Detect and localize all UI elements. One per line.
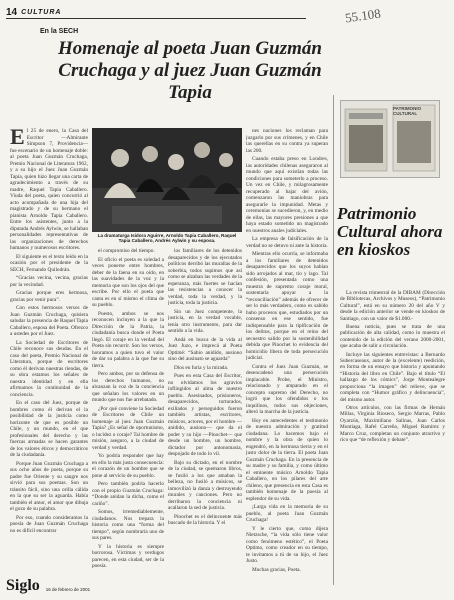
paragraph: Hoy en antecedentes el testimonio de nuestra admiración y gratitud ciudadana. Lo hacemos bajo el nombre y la obra de quien lo engendró, en la hermosa tierra y en el justo dolor de la tierra. El poeta Juan Guzmán Cruchaga. En la presencia de su madre y su familia, y como último el eminente músico Arnoldo Tapia Caballero, en los pilares del arte chileno, que presencia en esta Casa es también homenaje de la poesía al esplendor de su vida.	[246, 417, 328, 502]
article-column-4	[246, 128, 328, 588]
cover-label: PATRIMONIO CULTURAL	[393, 106, 422, 116]
paragraph: Yo podría responder que hay en ello la más justa consecuencia: el corazón de un hombre que se pone al servicio de su pueblo.	[92, 453, 164, 479]
section-label: CULTURA	[21, 8, 62, 16]
paragraph: Pero ambos, por su defensa de los derechos humanos, no alcanzan la voz de la conciencia que señalan los valores en un mundo que nos fue arrebatado.	[92, 371, 164, 403]
column-divider	[333, 95, 334, 585]
article-column-2	[92, 248, 164, 588]
paragraph: En el caso del Juez, porque de hombres como él derivan el la posibilidad de la justicia como horizonte de que es posible un Chile, y un mundo, en el que profesionales del derecho y las fuerzas armadas se hacen garantes de los valores éticos y democráticos de la ciudadanía.	[10, 400, 88, 458]
article-headline: Homenaje al poeta Juan Guzmán Cruchaga y al juez Juan Guzmán Tapia	[58, 38, 322, 103]
paragraph: nes naciones los reclaman para juzgarlo por sus crímenes, y en Chile las querellas en su contra ya superan las 200.	[246, 128, 328, 154]
paragraph: ¿Por qué conviene la Sociedad de Escritores de Chile un homenaje al juez Juan Guzmán Tapia? ¿Es señal de oportunismo, o lucidez o coraje? Tal hombre de misión, aseguro, a la ciudad de verdad y verdad.	[92, 405, 164, 451]
paragraph: Porque Juan Guzmán Cruchaga a sus ocho años de poeta, porque su padre fue Oriente y su sangre nos sirvió para sus poemas. Son un tránsito fácil, sino una orilla cálida en la que su ser la aguarda. Había también el amor, el amor que dibuja el gozo de su palabra.	[10, 460, 88, 512]
paragraph: Andá en busca de la vida al Juez Juzo, e imprecá al Poeta Optimé: “Sabio anidido, ausiono sino del ausinato se aguarda”	[168, 336, 242, 362]
paragraph: El oficio el poeta es soledad a veces ponerse entre hombres, deber de la faena en su oído, en las suavidades de la voz y la memoria que son los ojos del que escribe. Por ello el poeta que canta es en sí mismo el clima de su pueblo.	[92, 256, 164, 308]
page-header	[6, 6, 306, 18]
paragraph: Por eso, cuando consideramos la poesía de Juan Guzmán Cruchaga no es difícil encontrar	[10, 514, 88, 534]
magazine-cover-image	[340, 100, 440, 178]
paragraph: Puesto, ambos se nos reconocen incluyen a la que la Dirección de la Patria, la ciudadanía busca donde el Poeta llegó. El coraje en la verdad del Poeta sin recurrir. Son los versos, honramos a quien tuvo el valor de dar su palabra a la que fue su tierra.	[92, 310, 164, 369]
photo-figures	[92, 128, 242, 232]
paragraph: el compromiso del tiempo.	[98, 248, 155, 254]
paragraph: Muchas gracias, Poeta.	[252, 566, 301, 573]
paragraph: Sin un Juez competente, la justicia, en la verdad vocable, tenía otro instrumento, para dar sentido a la vida.	[168, 308, 242, 334]
paragraph: Con estos hermosos versos de Juan Guzmán Cruchaga, quisiera saludar la presencia de Raquel Tapia Caballero, esposa del Poeta. Ofrezco a ustedes por el Juez.	[10, 305, 88, 337]
paragraph: Pero también podría hacerlo con el propio Guzmán Cruchaga: “Donde anidan la dicha, como el cariño”.	[92, 481, 164, 507]
article-column-1	[10, 128, 88, 588]
paragraph: Cuando estaba preso en Londres, las autoridades chilenas aseguraron al mundo que aquí existían todas las condiciones para someterlo a proceso. Un vez en Chile, y milagrosamente recuperado al bajar del avión, comenzaron las maniobras para asegurarle la impunidad. Metas y ceremonias se sucedieron, y, en medio de ellas, las mayores presiones a que haya estado sometido un magistrado en nuestros anales judiciales.	[246, 156, 328, 234]
paragraph: Dios en furia y la mirada.	[174, 364, 229, 371]
paragraph: los familiares de los detenidos desaparecidos y de los ejecutados políticos derribó las murallas de la soberbia, todos supimos que así como se alzaban las verdades de la esperanza, más fuertes se hacían las resistencias a conocer la verdad, toda la verdad, y la justicia, toda la justicia.	[168, 248, 242, 306]
paragraph: Y la historia es siempre horrorosa. Víctimas y verdugos parecen, en esta ciudad, ser de la poesía.	[92, 543, 164, 569]
paragraph: Somos, irremediablemente, ciudadanos. Nos trepara la historia como una “forma del tiempo”, según nombraría uno de sus pares.	[92, 509, 164, 541]
paragraph: ¡Larga vida en la memoria de su pueblo, al poeta Juan Guzmán Cruchaga!	[246, 504, 328, 523]
paragraph: La empresa de falsificación de la verdad no se detuvo ni ante la historia.	[246, 236, 328, 249]
header-rule	[6, 18, 306, 19]
page-footer	[6, 578, 90, 594]
paragraph: Otros artículos, con las firmas de Hernán Millas, Virginia Rioseco, Sergio Marras, Pablo Oyarzún, Maximiliano Salinas, Juan Carlos Montiaga, Rafel Carreño, Miguel Ramírez y Marco Cruz, completan un conjunto atractivo y rico que “de reflexión y debate”.	[340, 404, 445, 443]
footer-date: 16 de febrero de 2001	[45, 587, 91, 592]
paragraph: La Sociedad de Escritores de Chile reconoce sus deudas. En el caso del poeta, Premio Nacional de Literatura, porque de escritores como él derivan nuestras riendas, de su obra estamos los señales de nuestra identidad y en ella afirmamos la continuidad de la conciencia.	[10, 339, 88, 398]
paragraph: Bajo su dictado, en el nombre de la ciudad, se quemaron libros, se fusiló a los que amaban la belleza, no fusiló a músicos, se inmovilizó la danza y destruyendo murales y canciones. Pero no derribaron la conciencia ni acallaron la sed de justicia.	[168, 459, 242, 511]
paragraph: Y le cierto que, como dijera Nietzsche, “la vida sólo tiene valor como fenómeno estético”, el Poeta Optimo, como creador en su tiempo, te invitamos a tú de su hijo, el Juez Justo.	[246, 525, 328, 564]
sidebar-body	[340, 290, 445, 580]
sidebar-title: Patrimonio Cultural ahora en kioskos	[337, 204, 443, 259]
page-number: 14	[6, 6, 18, 18]
dropcap: E	[10, 128, 25, 149]
article-column-3	[168, 248, 242, 588]
handwritten-stamp: 55.108	[344, 5, 382, 26]
paragraph: Mientras ello ocurría, se informaba a los familiares de detenidos desaparecidos que los suyos habían sido arrojados al mar, tío y lago. Tal confesión, presentada como una muestra de supremo coraje moral, sustentaría apoyar a la “reconciliación” además de ofrecer de ser lo más verdadero, como es sabido hubo procesos que, estudiados por un consenso en ese sentido, fue indispensable para la tipificación de los delitos, porque en el reino del secuestro salido por la sostenibilidad debida que Pinochet lo evidencia del homicidio libera de toda persecución judicial.	[246, 251, 328, 361]
paragraph: Contra el Juez Juan Guzmán, se desencadenó una persecución implacable. Probe, el Ministro, relacionado y amparado en el concepto supremo del Derecho, no logró que los ofendidos o los inquilinos, todos sus objeciones, alteró la marcha de la justicia.	[246, 363, 328, 415]
photo-caption: La dramaturga Isidora Aguirre, Arnoldo Tapia Caballero, Raquel Tapia Caballero, Andrés Aylwin y su esposa.	[97, 233, 237, 244]
paragraph: Pinochet es el delincuente más buscado de la historia. Y el	[168, 513, 242, 526]
newspaper-logo: Siglo	[6, 577, 40, 594]
paragraph: Buena noticia, pues se trata de una publicación de alta calidad, como lo muestra el contenido de la edición del verano 2000-2001, que acaba de salir a circulación.	[340, 324, 445, 350]
paragraph: Incluye las siguientes entrevistas: a Bernardo Subercaseaux, autor de la (excelente) reedición, en forma de un ensayo que historia y apuntando “Historia del libro en Chile”. Bajo el título “El hallazgo de los cómics”, Jorge Montealegre proporciona “la imagen” del relieve, que se completa con “Humor gráfico y delincuencia”, del mismo autor.	[340, 351, 445, 403]
article-photo	[92, 128, 242, 232]
paragraph: “Gracias vecina, vecina, gracias por la vecindad.	[10, 275, 88, 288]
paragraph: El siguiente es el texto leído en la ocasión por el presidente de la SECH, Fernando Quilodrán.	[10, 253, 88, 273]
paragraph: Pues en esta Casa del Escritor, no olvidamos los agravios inflingidos al alma de nuestro pueblo. Asesinados, prisioneros, desaparecidos, torturados, exiliados y perseguidos fueron también artistas, escritores, músicos, actores, por el hombre —anidido, ausiono— que da el poder y su hijo —Pinochet— que desde un hombre, un hombre, dictador por antonomasia, despojado de todo lo vil.	[168, 373, 242, 457]
paragraph: La revista trimestral de la DIBAM (Dirección de Bibliotecas, Archivos y Museos), “Patrimonio Cultural”, está en su número 20 del año V y desde la edición anterior se vende en kioskos de Santiago, con un valor de $1.000.-	[340, 290, 445, 322]
paragraph: l 25 de enero, la Casa del Escritor —Almirante Simpson 7, Providencia— fue escenario de un homenaje doble: al poeta Juan Guzmán Cruchaga, Premio Nacional de Literatura 1962, y a su hijo el Juez Juan Guzmán Tapia, quien hizo llegar una carta de agradecimiento a través de su madre, Raquel Tapia Caballero. Viuda del poeta, quien concurrió al acto acompañada de una hija del magistrado y de su hermano el pianista Arnoldo Tapia Caballero. Entre los asistentes, junto a la diputada Andrés Aylwin, se hallaban personalidades representativas de las organizaciones de derechos humanos y numerosos escritores.	[10, 128, 88, 251]
paragraph: Gracias porque eres hermosa, gracias por venir pura”.	[10, 290, 88, 303]
article-kicker: En la SECH	[40, 28, 79, 35]
